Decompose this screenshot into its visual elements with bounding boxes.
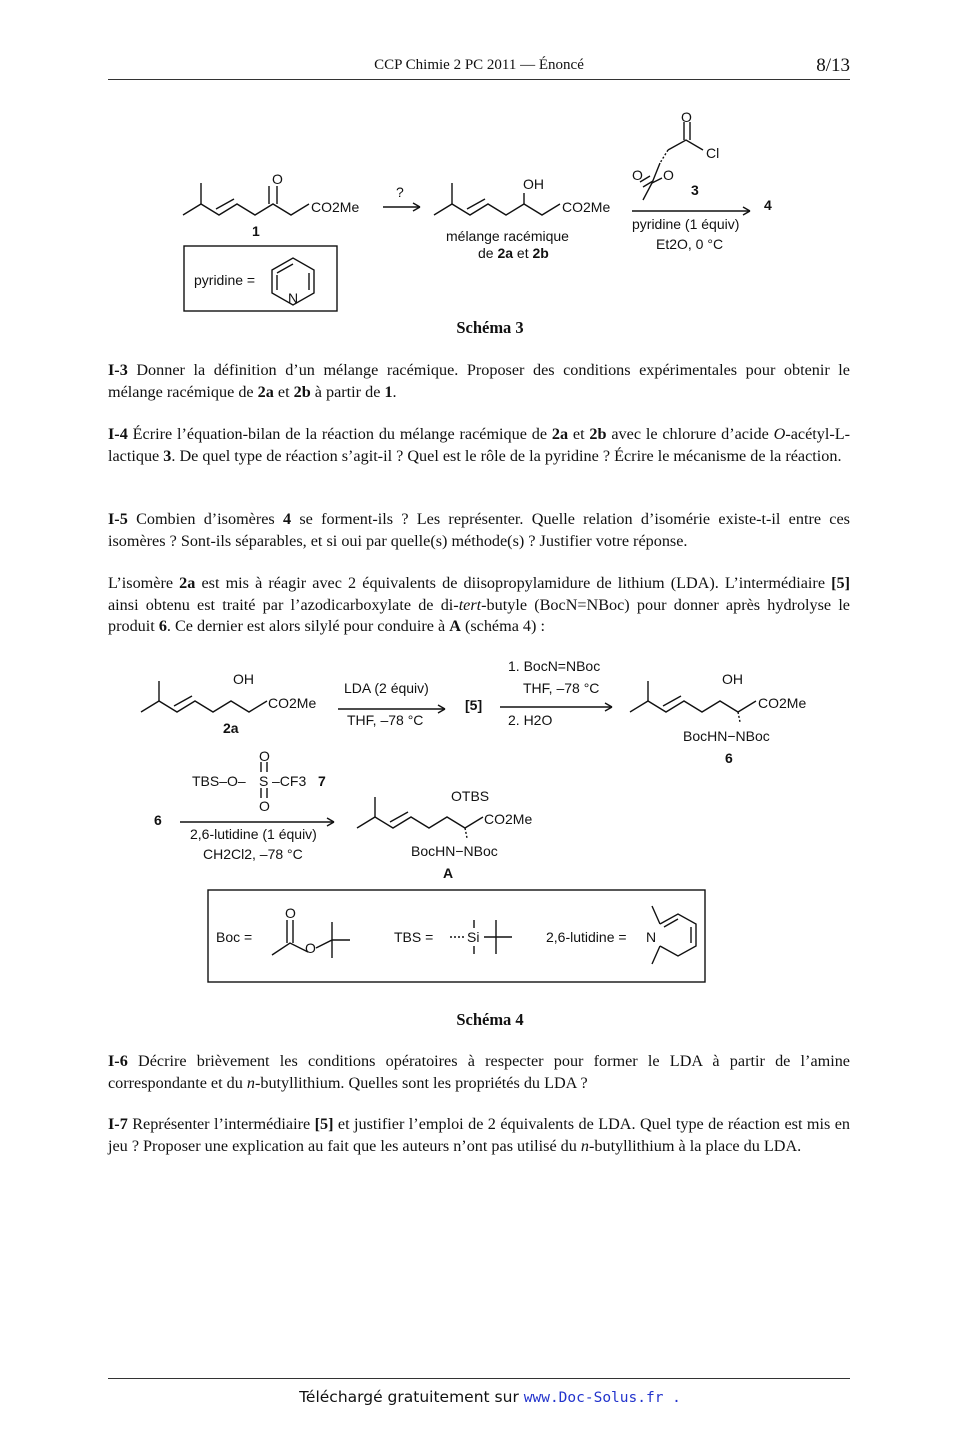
s4-boc-o: O bbox=[305, 940, 316, 956]
s4-step1: 1. BocN=NBoc bbox=[508, 658, 601, 674]
question-i5: I-5 Combien d’isomères 4 se forment-ils ? Les représenter. Quelle relation d’isomérie existe-t-il entre ces isomères ? Sont-ils séparables, et si oui par quelle(s) méthode(s) ? Justifier votre réponse. bbox=[108, 510, 850, 550]
s3-label-1: 1 bbox=[252, 223, 260, 239]
s4-lutidine-n: N bbox=[646, 929, 657, 945]
s3-o-ether: O bbox=[663, 167, 674, 183]
s4-otbs: OTBS bbox=[451, 788, 490, 804]
s4-cond-dcm: CH2Cl2, –78 °C bbox=[203, 846, 303, 862]
page-footer: Téléchargé gratuitement sur www.Doc-Solus.fr . bbox=[299, 1388, 681, 1406]
s4-oh-6: OH bbox=[722, 671, 743, 687]
s3-pyridine-n: N bbox=[288, 290, 299, 306]
s3-o-ester: O bbox=[632, 167, 643, 183]
s4-tbs-o: TBS–O– bbox=[192, 773, 246, 789]
s4-tbs-def: TBS = bbox=[394, 929, 434, 945]
s3-oh: OH bbox=[523, 176, 544, 192]
s4-step2: 2. H2O bbox=[508, 712, 553, 728]
s4-si: Si bbox=[467, 929, 480, 945]
scheme-3-caption: Schéma 3 bbox=[456, 318, 524, 337]
s4-cond-lda: LDA (2 équiv) bbox=[344, 680, 429, 696]
s4-co2me-6: CO2Me bbox=[758, 695, 807, 711]
s4-oh-2a: OH bbox=[233, 671, 254, 687]
s4-label-7: 7 bbox=[318, 773, 326, 789]
question-i4: I-4 Écrire l’équation-bilan de la réaction du mélange racémique de 2a et 2b avec le chlorure d’acide O-acétyl-L-lactique 3. De quel type de réaction s’agit-il ? Quel est le rôle de la pyridine ? Écrire le mécanisme de la réaction. bbox=[108, 425, 851, 465]
s4-cond-lut: 2,6-lutidine (1 équiv) bbox=[190, 826, 317, 842]
s3-pyridine-label: pyridine = bbox=[194, 272, 256, 288]
s4-o-top: O bbox=[259, 748, 270, 764]
s3-co2me-1: CO2Me bbox=[311, 199, 360, 215]
s4-label-A: A bbox=[443, 865, 454, 881]
s4-lutidine-def: 2,6-lutidine = bbox=[546, 929, 627, 945]
doc-solus-link[interactable]: www.Doc-Solus.fr bbox=[523, 1390, 664, 1406]
s4-bochn-A: BocHN−NBoc bbox=[411, 843, 498, 859]
s4-bochn-6: BocHN−NBoc bbox=[683, 728, 770, 744]
s4-cond-thf: THF, –78 °C bbox=[347, 712, 424, 728]
s3-o-acyl: O bbox=[681, 109, 692, 125]
s3-label-4: 4 bbox=[764, 197, 772, 213]
scheme-4 bbox=[0, 650, 980, 990]
s4-s: S bbox=[259, 773, 269, 789]
s4-label-2a: 2a bbox=[223, 720, 239, 736]
s4-intermediate-5: [5] bbox=[465, 697, 483, 713]
page-header bbox=[108, 55, 850, 80]
s3-label-3: 3 bbox=[691, 182, 699, 198]
s3-o-1: O bbox=[272, 171, 283, 187]
s3-co2me-2: CO2Me bbox=[562, 199, 611, 215]
s4-co2me-2a: CO2Me bbox=[268, 695, 317, 711]
page-number: 8/13 bbox=[816, 55, 850, 76]
question-i7: I-7 Représenter l’intermédiaire [5] et justifier l’emploi de 2 équivalents de LDA. Quel type de réaction est mis en jeu ? Proposer une explication au fait que les auteurs n’ont pas utilisé du n-butyllithium à la place du LDA. bbox=[108, 1115, 850, 1155]
scheme-3 bbox=[0, 100, 980, 320]
s4-step1b: THF, –78 °C bbox=[523, 680, 600, 696]
s4-cf3: –CF3 bbox=[272, 773, 307, 789]
s4-boc-o-dbl: O bbox=[285, 905, 296, 921]
s4-co2me-A: CO2Me bbox=[484, 811, 533, 827]
s3-mix-line2: de 2a et 2b bbox=[478, 245, 549, 261]
s3-cl: Cl bbox=[706, 145, 720, 161]
header-title: CCP Chimie 2 PC 2011 — Énoncé bbox=[374, 57, 584, 73]
s4-label-6: 6 bbox=[725, 750, 733, 766]
s4-o-bottom: O bbox=[259, 798, 270, 814]
s4-start-6: 6 bbox=[154, 812, 162, 828]
s3-cond2: Et2O, 0 °C bbox=[656, 236, 724, 252]
s3-mix-line1: mélange racémique bbox=[446, 228, 569, 244]
scheme-4-caption: Schéma 4 bbox=[456, 1010, 524, 1029]
intro-paragraph: L’isomère 2a est mis à réagir avec 2 équivalents de diisopropylamidure de lithium (LDA). L’intermédiaire [5] ainsi obtenu est traité par l’azodicarboxylate de di-tert-butyle (BocN=NBoc) pour donner après hydrolyse le produit 6. Ce dernier est alors silylé pour conduire à A (schéma 4) : bbox=[108, 574, 850, 635]
question-i3: I-3 Donner la définition d’un mélange racémique. Proposer des conditions expérimentales pour obtenir le mélange racémique de 2a et 2b à partir de 1. bbox=[108, 361, 850, 401]
s3-cond1: pyridine (1 équiv) bbox=[632, 216, 740, 232]
s3-question: ? bbox=[396, 184, 404, 200]
question-i6: I-6 Décrire brièvement les conditions opératoires à respecter pour former le LDA à partir de l’amine correspondante et du n-butyllithium. Quelles sont les propriétés du LDA ? bbox=[108, 1052, 850, 1092]
s4-boc-def: Boc = bbox=[216, 929, 253, 945]
footer-rule bbox=[108, 1378, 850, 1379]
